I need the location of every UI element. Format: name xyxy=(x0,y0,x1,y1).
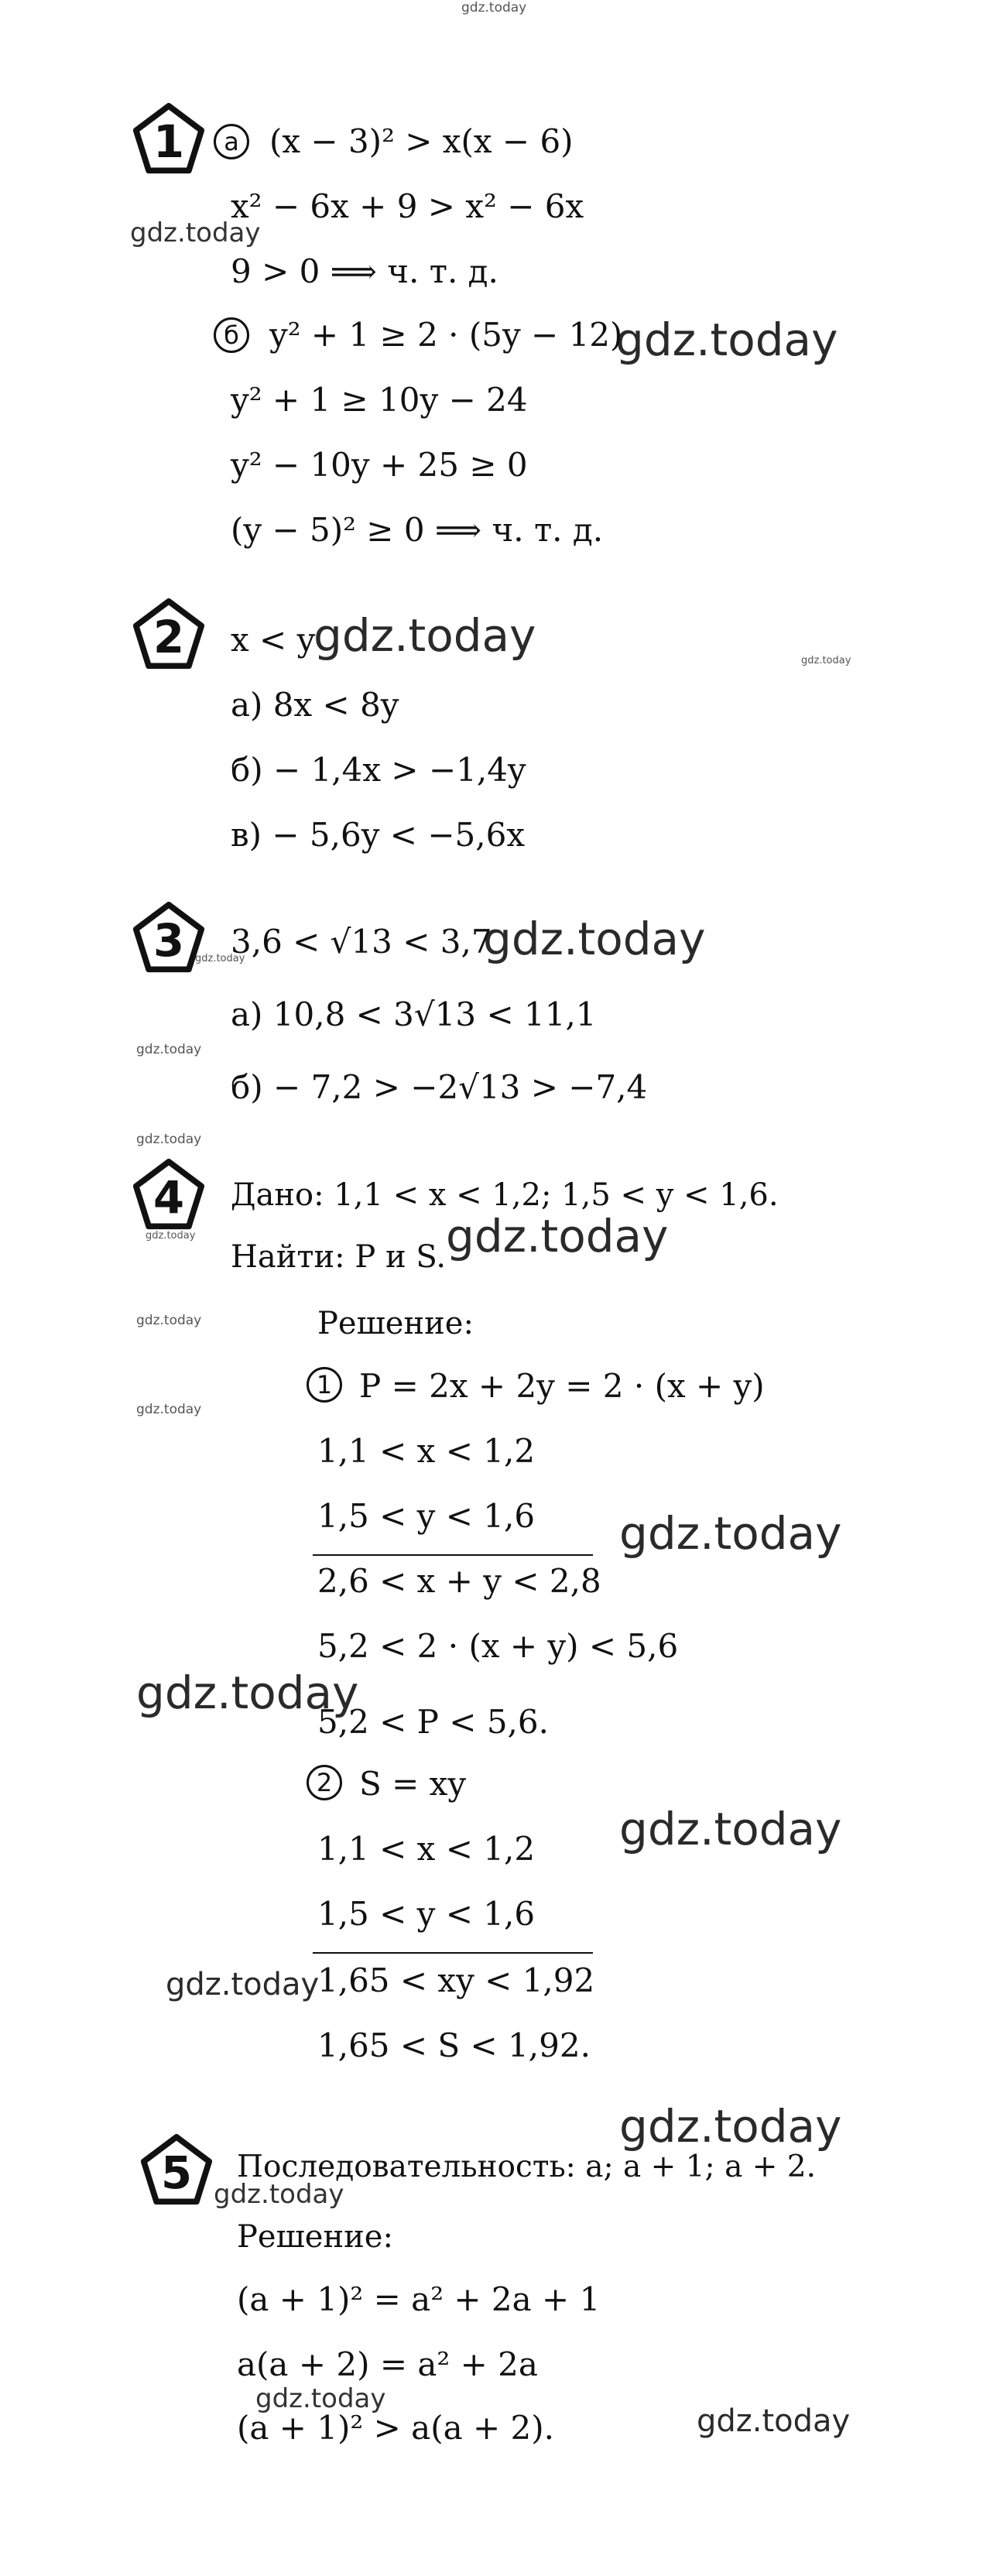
task4-p5: 5,2 < 2 · (x + y) < 5,6 xyxy=(317,1627,679,1665)
watermark: gdz.today xyxy=(136,1132,202,1147)
marker-1: 1 xyxy=(307,1367,342,1403)
task-number: 4 xyxy=(152,1172,185,1225)
task1-line3: 9 > 0 ⟹ ч. т. д. xyxy=(231,252,498,290)
task4-find: Найти: P и S. xyxy=(231,1239,447,1275)
task5-line3: a(a + 2) = a² + 2a xyxy=(237,2345,538,2383)
watermark: gdz.today xyxy=(801,655,851,666)
watermark: gdz.today xyxy=(619,1803,842,1855)
watermark: gdz.today xyxy=(619,1507,842,1560)
task5-line2: (a + 1)² = a² + 2a + 1 xyxy=(237,2280,601,2318)
task1-line4: y² + 1 ≥ 2 · (5y − 12) xyxy=(269,316,623,354)
task1-line2: x² − 6x + 9 > x² − 6x xyxy=(231,187,584,225)
task2-line2: а) 8x < 8y xyxy=(231,686,399,724)
task-5-badge xyxy=(139,2133,214,2208)
task3-line2: а) 10,8 < 3√13 < 11,1 xyxy=(231,995,597,1033)
task-number: 1 xyxy=(152,116,185,169)
task4-s1: S = xy xyxy=(359,1765,467,1803)
solution-heading: Решение: xyxy=(317,1306,474,1341)
task4-s5: 1,65 < S < 1,92. xyxy=(317,2026,591,2064)
watermark: gdz.today xyxy=(214,2179,344,2210)
watermark: gdz.today xyxy=(136,1667,359,1719)
watermark-top: gdz.today xyxy=(461,0,527,15)
watermark: gdz.today xyxy=(130,218,261,248)
marker-2: 2 xyxy=(307,1765,342,1800)
watermark: gdz.today xyxy=(615,313,838,366)
marker-b: б xyxy=(214,317,249,353)
watermark: gdz.today xyxy=(136,1042,202,1057)
task5-line4: (a + 1)² > a(a + 2). xyxy=(237,2409,554,2447)
watermark: gdz.today xyxy=(697,2403,851,2439)
watermark: gdz.today xyxy=(166,1967,320,2002)
task5-line1: Последовательность: a; a + 1; a + 2. xyxy=(237,2150,817,2184)
watermark: gdz.today xyxy=(313,609,536,662)
watermark: gdz.today xyxy=(619,2100,842,2153)
watermark: gdz.today xyxy=(255,2383,386,2414)
watermark: gdz.today xyxy=(483,913,706,965)
watermark: gdz.today xyxy=(446,1210,669,1262)
task-1-badge xyxy=(132,102,206,176)
task4-p4: 2,6 < x + y < 2,8 xyxy=(317,1562,601,1600)
watermark: gdz.today xyxy=(136,1402,202,1417)
task4-s3: 1,5 < y < 1,6 xyxy=(317,1895,536,1933)
task4-p3: 1,5 < y < 1,6 xyxy=(317,1497,536,1535)
task-number: 3 xyxy=(152,915,185,968)
task-4-badge xyxy=(132,1158,206,1232)
task4-p6: 5,2 < P < 5,6. xyxy=(317,1703,549,1741)
product-rule xyxy=(313,1952,593,1954)
watermark: gdz.today xyxy=(146,1230,196,1242)
task-number: 5 xyxy=(160,2147,193,2200)
task-3-badge xyxy=(132,901,206,975)
task-number: 2 xyxy=(152,611,185,664)
task3-line3: б) − 7,2 > −2√13 > −7,4 xyxy=(231,1068,648,1106)
task3-line1: 3,6 < √13 < 3,7 xyxy=(231,923,492,961)
task1-line5: y² + 1 ≥ 10y − 24 xyxy=(231,381,528,419)
watermark: gdz.today xyxy=(136,1313,202,1328)
task4-given: Дано: 1,1 < x < 1,2; 1,5 < y < 1,6. xyxy=(231,1177,779,1213)
task5-solution: Решение: xyxy=(237,2219,393,2255)
task4-s4: 1,65 < xy < 1,92 xyxy=(317,1961,595,1999)
task-2-badge xyxy=(132,598,206,672)
task4-s2: 1,1 < x < 1,2 xyxy=(317,1830,536,1868)
sum-rule xyxy=(313,1554,593,1556)
task1-line1: (x − 3)² > x(x − 6) xyxy=(269,122,574,160)
task1-line6: y² − 10y + 25 ≥ 0 xyxy=(231,446,528,484)
task1-line7: (y − 5)² ≥ 0 ⟹ ч. т. д. xyxy=(231,511,604,549)
task2-line1: x < y xyxy=(231,621,316,659)
task2-line4: в) − 5,6y < −5,6x xyxy=(231,816,526,854)
task2-line3: б) − 1,4x > −1,4y xyxy=(231,751,526,789)
watermark: gdz.today xyxy=(195,953,245,964)
task4-p1: P = 2x + 2y = 2 · (x + y) xyxy=(359,1367,765,1405)
task4-p2: 1,1 < x < 1,2 xyxy=(317,1432,536,1470)
marker-a: а xyxy=(214,124,249,159)
